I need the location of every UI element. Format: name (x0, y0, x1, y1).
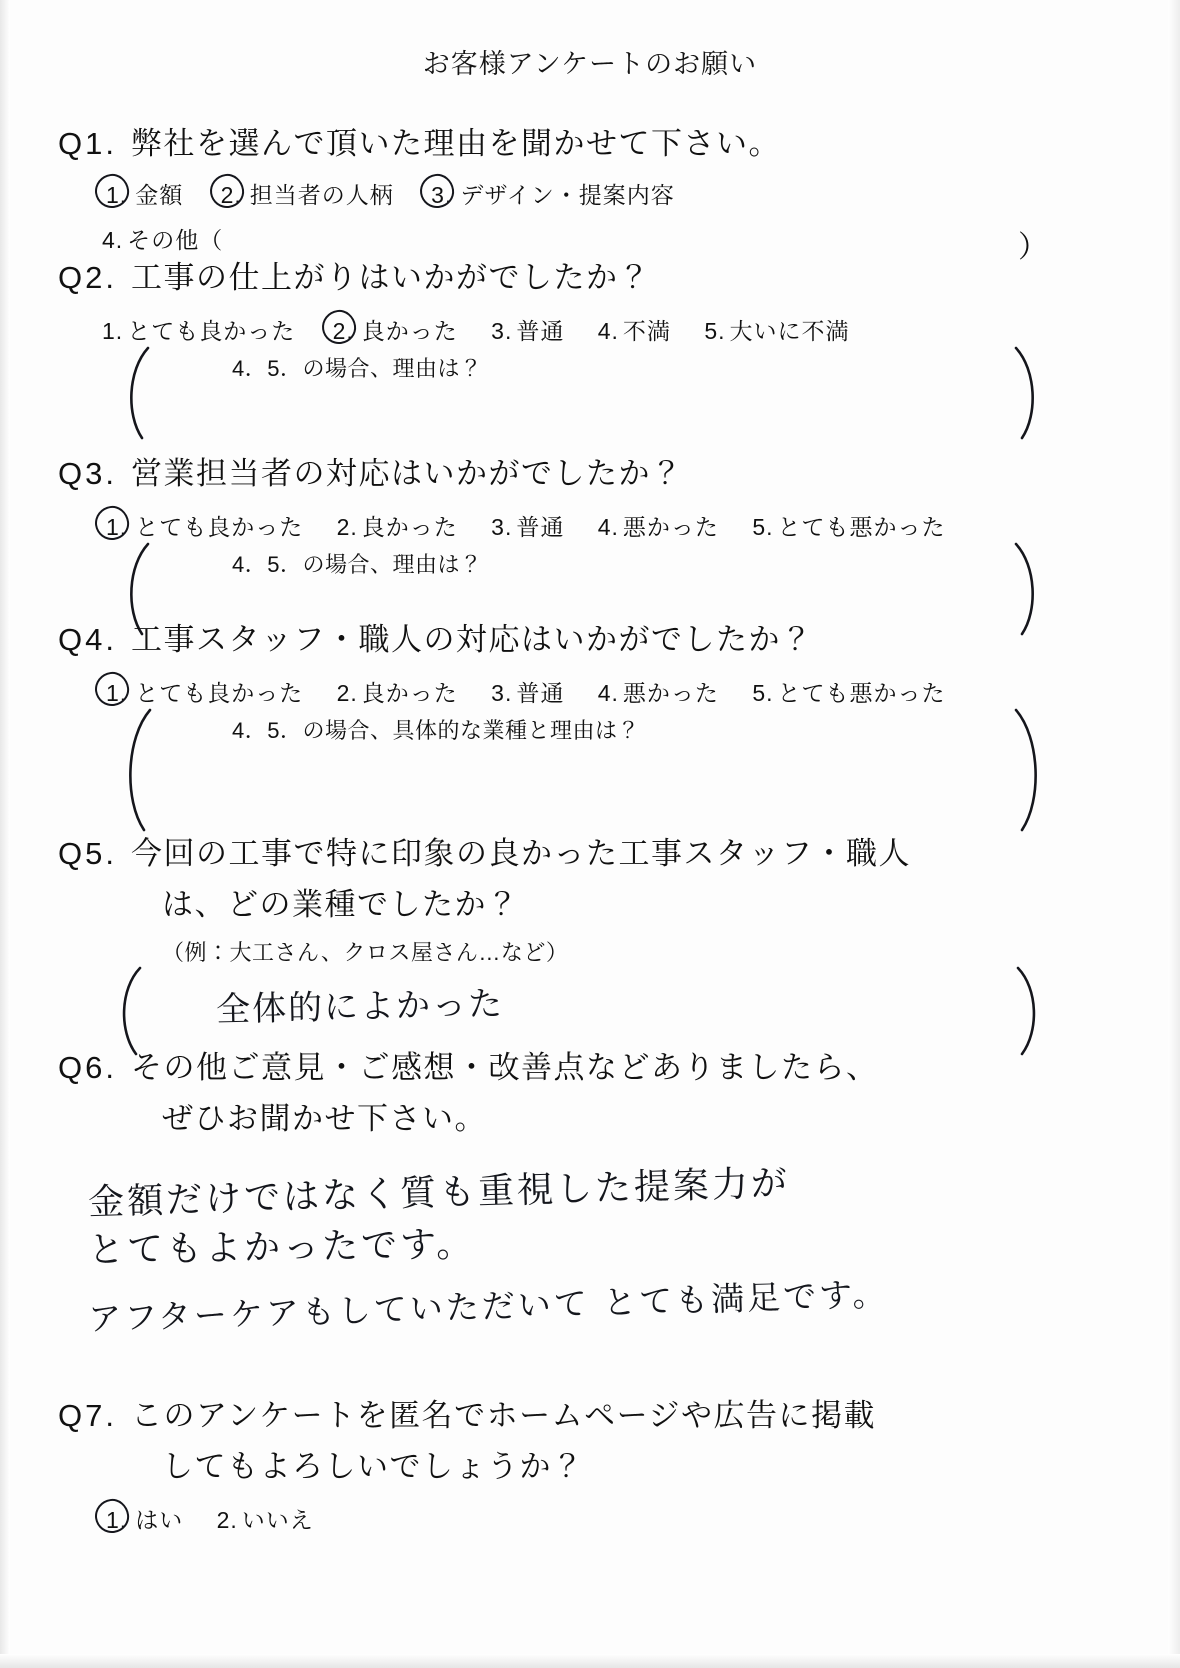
question-heading-q4 (58, 614, 1128, 659)
option-q3-2-label: 良かった (361, 514, 458, 540)
option-q4-3-number: 3. (491, 680, 513, 706)
option-q4-4[interactable] (598, 675, 719, 708)
options-q3 (102, 509, 1128, 542)
question-heading-q3 (58, 448, 1128, 493)
question-label-q6: Q6. (58, 1050, 117, 1085)
option-q4-5-number: 5. (752, 680, 774, 706)
option-q2-1-number: 1. (102, 318, 124, 344)
handwritten-answer-q5-text: 全体的によかった (215, 983, 505, 1031)
option-q7-1-label: はい (135, 1507, 184, 1533)
question-label-q5: Q5. (58, 836, 117, 871)
followup-q3: 4．5．の場合、理由は？ (232, 552, 483, 577)
option-q2-4-number: 4. (597, 318, 619, 344)
option-q1-1-label: 金額 (135, 182, 184, 208)
option-q4-4-label: 悪かった (622, 680, 719, 706)
option-q3-4-label: 悪かった (622, 514, 719, 540)
option-q2-5[interactable] (704, 313, 849, 346)
option-q4-5[interactable] (752, 675, 945, 708)
options-q2 (102, 313, 1128, 346)
option-q2-5-label: 大いに不満 (729, 318, 850, 344)
option-q1-2[interactable] (217, 177, 394, 210)
option-q2-3-label: 普通 (516, 318, 565, 344)
question-block-q7 (58, 1390, 1128, 1535)
option-q1-1-number[interactable]: 1. (102, 182, 131, 209)
option-q2-1-label: とても良かった (127, 318, 296, 344)
paren-close-q2 (1008, 344, 1048, 442)
option-q4-2-number: 2. (336, 680, 358, 706)
option-q2-3[interactable] (491, 313, 564, 346)
option-q2-5-number: 5. (704, 318, 726, 344)
options-q1-other (102, 222, 1128, 264)
question-block-q6 (58, 1042, 1128, 1339)
option-q1-3[interactable] (427, 177, 675, 210)
options-q4 (102, 675, 1128, 708)
scan-edge-left (0, 0, 10, 1668)
paren-open-q4 (116, 706, 160, 834)
question-text-q5-line1: 今回の工事で特に印象の良かった工事スタッフ・職人 (130, 836, 911, 871)
option-q1-other-close: ） (1018, 231, 1049, 264)
option-q2-1[interactable] (102, 313, 295, 346)
followup-q4: 4．5．の場合、具体的な業種と理由は？ (232, 718, 640, 743)
option-q3-5-label: とても悪かった (777, 514, 946, 540)
followup-q2: 4．5．の場合、理由は？ (232, 356, 483, 381)
option-q3-4[interactable] (598, 509, 719, 542)
question-text-q6-line2: ぜひお聞かせ下さい。 (162, 1101, 487, 1136)
question-heading-q6 (58, 1042, 1128, 1087)
option-q4-2-label: 良かった (361, 680, 458, 706)
option-q3-1[interactable] (102, 509, 303, 542)
option-q1-4-label: その他（ (127, 227, 224, 253)
option-q2-2-number[interactable]: 2. (329, 318, 358, 345)
question-text-q6-line1: その他ご意見・ご感想・改善点などありましたら、 (130, 1050, 879, 1085)
handwritten-answer-q5 (215, 979, 505, 1031)
option-q2-4[interactable] (598, 313, 671, 346)
option-q7-1[interactable] (102, 1502, 183, 1535)
option-q3-3-number: 3. (491, 514, 513, 540)
question-text-q7-line2: してもよろしいでしょうか？ (162, 1449, 585, 1484)
option-q4-4-number: 4. (597, 680, 619, 706)
option-q3-3-label: 普通 (516, 514, 565, 540)
option-q2-3-number: 3. (491, 318, 513, 344)
option-q3-1-number[interactable]: 1. (102, 514, 131, 541)
scan-edge-bottom (0, 1654, 1180, 1668)
question-label-q7: Q7. (58, 1398, 117, 1433)
answer-area-q4[interactable] (58, 714, 1128, 834)
question-label-q4: Q4. (58, 622, 117, 657)
question-text-q1: 弊社を選んで頂いた理由を聞かせて下さい。 (130, 126, 781, 161)
question-block-q4 (58, 614, 1128, 834)
page-title: お客様アンケートのお願い (422, 49, 758, 79)
question-heading-q1 (58, 118, 1128, 163)
option-q1-1[interactable] (102, 177, 183, 210)
option-q4-3[interactable] (491, 675, 564, 708)
option-q2-4-label: 不満 (622, 318, 671, 344)
option-q4-5-label: とても悪かった (777, 680, 946, 706)
question-text-q4: 工事スタッフ・職人の対応はいかがでしたか？ (130, 622, 814, 657)
question-text-q3: 営業担当者の対応はいかがでしたか？ (130, 456, 684, 491)
option-q3-4-number: 4. (597, 514, 619, 540)
question-heading-q5 (58, 828, 1128, 873)
option-q4-1-label: とても良かった (135, 680, 304, 706)
question-text-q7-line1: このアンケートを匿名でホームページや広告に掲載 (130, 1398, 876, 1433)
scan-edge-right (1168, 0, 1180, 1668)
question-label-q2: Q2. (58, 260, 117, 295)
handwritten-answer-q6-line1: 金額だけではなく質も重視した提案力が (87, 1162, 791, 1224)
paren-open-q2 (116, 344, 156, 442)
question-text-q2: 工事の仕上がりはいかがでしたか？ (130, 260, 651, 295)
question-block-q5 (58, 828, 1128, 1057)
option-q4-3-label: 普通 (516, 680, 565, 706)
option-q4-1[interactable] (102, 675, 303, 708)
question-example-q5: （例：大工さん、クロス屋さん…など） (162, 940, 569, 965)
option-q7-1-number[interactable]: 1. (102, 1507, 131, 1534)
option-q7-2-number: 2. (216, 1507, 238, 1533)
options-q1 (102, 177, 1128, 210)
option-q7-2-label: いいえ (241, 1507, 314, 1533)
option-q3-2[interactable] (337, 509, 458, 542)
question-text-q5-line2: は、どの業種でしたか？ (162, 887, 520, 922)
handwritten-answer-q6 (87, 1162, 1128, 1339)
option-q1-3-number[interactable]: 3. (427, 182, 456, 209)
options-q7 (102, 1502, 1128, 1535)
question-heading-q2 (58, 252, 1128, 297)
option-q3-5[interactable] (752, 509, 945, 542)
option-q1-3-label: デザイン・提案内容 (460, 182, 675, 208)
option-q2-2-label: 良かった (361, 318, 458, 344)
answer-area-q2[interactable] (58, 352, 1128, 442)
option-q1-2-number[interactable]: 2. (217, 182, 246, 209)
paren-close-q4 (1008, 706, 1052, 834)
question-label-q1: Q1. (58, 126, 117, 161)
option-q4-2[interactable] (337, 675, 458, 708)
handwritten-answer-q6-line3: アフターケアもしていただいて とても満足です。 (87, 1274, 890, 1339)
option-q7-2[interactable] (217, 1502, 314, 1535)
option-q1-2-label: 担当者の人柄 (249, 182, 394, 208)
question-block-q2 (58, 252, 1128, 442)
option-q3-5-number: 5. (752, 514, 774, 540)
question-heading-q7 (58, 1390, 1128, 1435)
question-block-q1 (58, 118, 1128, 264)
option-q3-1-label: とても良かった (135, 514, 304, 540)
option-q3-2-number: 2. (336, 514, 358, 540)
option-q1-4[interactable] (102, 222, 223, 255)
option-q2-2[interactable] (329, 313, 458, 346)
question-block-q3 (58, 448, 1128, 638)
option-q1-4-number: 4. (102, 227, 124, 253)
handwritten-answer-q6-line2: とてもよかったです。 (87, 1224, 476, 1272)
option-q4-1-number[interactable]: 1. (102, 680, 131, 707)
option-q3-3[interactable] (491, 509, 564, 542)
question-label-q3: Q3. (58, 456, 117, 491)
